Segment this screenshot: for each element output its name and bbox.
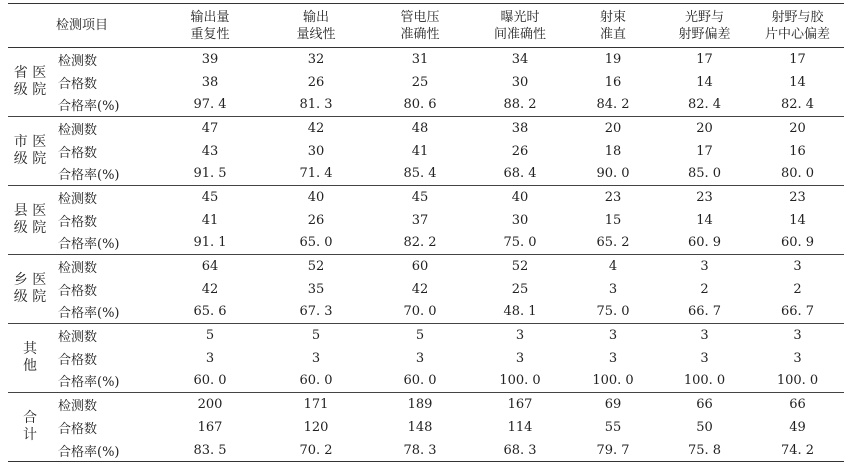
table-cell: 68. 4 bbox=[503, 166, 537, 182]
table-cell: 3 bbox=[608, 281, 618, 297]
table-cell: 14 bbox=[696, 212, 713, 228]
table-cell: 71. 4 bbox=[299, 166, 333, 182]
header-item: 检测项目 bbox=[56, 18, 109, 33]
table-cell: 3 bbox=[793, 259, 802, 275]
header-col bbox=[368, 4, 472, 48]
table-cell: 35 bbox=[307, 281, 325, 297]
table-cell: 60. 9 bbox=[780, 235, 815, 251]
table-cell: 14 bbox=[789, 212, 806, 228]
table-cell: 3 bbox=[793, 350, 802, 366]
table-cell: 85. 4 bbox=[403, 166, 437, 182]
table-cell: 66 bbox=[696, 397, 713, 413]
table-row bbox=[8, 186, 844, 209]
table-cell: 26 bbox=[307, 212, 325, 228]
table-cell: 5 bbox=[205, 328, 215, 344]
table-cell: 78. 3 bbox=[403, 442, 437, 458]
row-item-label: 合格数 bbox=[58, 76, 98, 92]
table-cell: 60. 0 bbox=[299, 373, 333, 389]
table-cell: 3 bbox=[608, 328, 618, 344]
row-item-label: 检测数 bbox=[58, 399, 98, 415]
header-col bbox=[156, 4, 264, 48]
table-cell: 16 bbox=[604, 74, 622, 90]
table-cell: 34 bbox=[511, 51, 529, 67]
header-line: 间准确性 bbox=[494, 26, 547, 42]
header-col bbox=[658, 4, 751, 48]
table-cell: 23 bbox=[696, 189, 713, 205]
group-label bbox=[8, 393, 52, 462]
table-cell: 26 bbox=[511, 143, 529, 159]
table-cell: 45 bbox=[201, 189, 219, 205]
table-cell: 48. 1 bbox=[503, 304, 537, 320]
table-row bbox=[8, 209, 844, 232]
table-cell: 66. 7 bbox=[687, 304, 722, 320]
table-cell: 38 bbox=[201, 74, 219, 90]
table-cell: 15 bbox=[604, 212, 622, 228]
table-cell: 66 bbox=[789, 397, 806, 413]
table-cell: 91. 5 bbox=[193, 166, 227, 182]
table-cell: 25 bbox=[411, 74, 429, 90]
table-cell: 55 bbox=[604, 419, 622, 435]
header-line: 准确性 bbox=[400, 26, 440, 42]
group-label-line: 级 院 bbox=[13, 220, 47, 237]
group-label bbox=[8, 186, 52, 255]
row-item-label: 检测数 bbox=[58, 122, 98, 138]
header-col bbox=[751, 4, 844, 48]
table-cell: 31 bbox=[411, 51, 429, 67]
table-cell: 48 bbox=[411, 120, 429, 136]
table-cell: 47 bbox=[201, 120, 219, 136]
table-cell: 5 bbox=[311, 328, 321, 344]
row-item-label: 合格数 bbox=[58, 214, 98, 230]
header-col bbox=[472, 4, 568, 48]
row-item-label: 合格数 bbox=[58, 421, 98, 437]
group-label bbox=[8, 324, 52, 393]
table-cell: 14 bbox=[696, 74, 713, 90]
table-cell: 171 bbox=[303, 397, 329, 413]
table-row bbox=[8, 416, 844, 439]
group-label-line: 县 医 bbox=[13, 203, 47, 220]
row-item-label: 检测数 bbox=[58, 261, 98, 277]
table-cell: 3 bbox=[700, 350, 709, 366]
row-item-label: 合格率(%) bbox=[58, 99, 120, 115]
table-cell: 2 bbox=[793, 281, 802, 297]
table-row bbox=[8, 71, 844, 94]
table-row bbox=[8, 278, 844, 301]
header-row bbox=[8, 4, 844, 48]
group-label-line: 乡 医 bbox=[13, 272, 47, 289]
table-cell: 91. 1 bbox=[193, 235, 227, 251]
table-cell: 40 bbox=[307, 189, 325, 205]
table-row bbox=[8, 370, 844, 393]
header-line: 重复性 bbox=[190, 26, 230, 42]
row-item-label: 检测数 bbox=[58, 330, 98, 346]
group-label bbox=[8, 117, 52, 186]
table-cell: 120 bbox=[303, 419, 329, 435]
group-label-line: 他 bbox=[23, 358, 37, 375]
table-cell: 79. 7 bbox=[596, 442, 630, 458]
table-cell: 82. 4 bbox=[687, 97, 722, 113]
table-cell: 3 bbox=[793, 328, 802, 344]
table-cell: 70. 0 bbox=[403, 304, 437, 320]
table-row bbox=[8, 117, 844, 140]
table-cell: 148 bbox=[407, 419, 433, 435]
row-item-label: 检测数 bbox=[58, 191, 98, 207]
table-row bbox=[8, 255, 844, 278]
table-cell: 74. 2 bbox=[780, 442, 815, 458]
table-cell: 25 bbox=[511, 281, 529, 297]
table-cell: 81. 3 bbox=[299, 97, 333, 113]
table-cell: 100. 0 bbox=[683, 373, 726, 389]
table-cell: 60. 9 bbox=[687, 235, 722, 251]
table-cell: 19 bbox=[604, 51, 622, 67]
table-cell: 39 bbox=[201, 51, 219, 67]
table-cell: 26 bbox=[307, 74, 325, 90]
header-line: 射束 bbox=[600, 9, 627, 25]
table-cell: 60. 0 bbox=[193, 373, 227, 389]
table-cell: 20 bbox=[789, 120, 806, 136]
table-cell: 82. 2 bbox=[403, 235, 437, 251]
table-row bbox=[8, 162, 844, 185]
table-cell: 65. 2 bbox=[596, 235, 630, 251]
table-cell: 42 bbox=[201, 281, 219, 297]
table-cell: 189 bbox=[407, 397, 433, 413]
table-cell: 50 bbox=[696, 419, 713, 435]
table-row bbox=[8, 324, 844, 347]
table-cell: 3 bbox=[205, 350, 215, 366]
header-col bbox=[568, 4, 658, 48]
table-cell: 23 bbox=[789, 189, 806, 205]
table-cell: 80. 0 bbox=[780, 166, 815, 182]
table-row bbox=[8, 347, 844, 370]
table-cell: 3 bbox=[515, 328, 525, 344]
row-item-label: 合格率(%) bbox=[58, 237, 120, 253]
group-label-line: 省 医 bbox=[13, 65, 47, 82]
header-line: 输出量 bbox=[190, 9, 230, 25]
table-cell: 16 bbox=[789, 143, 806, 159]
table-cell: 43 bbox=[201, 143, 219, 159]
group-label bbox=[8, 255, 52, 324]
table-cell: 67. 3 bbox=[299, 304, 333, 320]
row-item-label: 合格数 bbox=[58, 145, 98, 161]
table-cell: 82. 4 bbox=[780, 97, 815, 113]
table-cell: 42 bbox=[411, 281, 429, 297]
table-cell: 66. 7 bbox=[780, 304, 815, 320]
table-cell: 18 bbox=[604, 143, 622, 159]
table-cell: 60 bbox=[411, 259, 429, 275]
row-item-label: 合格数 bbox=[58, 283, 98, 299]
table-cell: 41 bbox=[201, 212, 219, 228]
group-label-line: 合 bbox=[23, 410, 37, 427]
row-item-label: 合格率(%) bbox=[58, 168, 120, 184]
table-cell: 100. 0 bbox=[592, 373, 634, 389]
table-cell: 32 bbox=[307, 51, 325, 67]
table-cell: 4 bbox=[608, 259, 618, 275]
table-cell: 17 bbox=[696, 143, 713, 159]
table-cell: 40 bbox=[511, 189, 529, 205]
table-cell: 200 bbox=[197, 397, 223, 413]
table-cell: 20 bbox=[604, 120, 622, 136]
table-cell: 17 bbox=[789, 51, 806, 67]
inspection-table bbox=[8, 3, 844, 462]
group-label-line: 其 bbox=[23, 341, 37, 358]
table-cell: 75. 0 bbox=[503, 235, 537, 251]
table-cell: 3 bbox=[700, 328, 709, 344]
table-cell: 3 bbox=[415, 350, 425, 366]
table-cell: 45 bbox=[411, 189, 429, 205]
group-label-line: 计 bbox=[23, 427, 37, 444]
table-cell: 88. 2 bbox=[503, 97, 537, 113]
table-row bbox=[8, 232, 844, 255]
table-cell: 68. 3 bbox=[503, 442, 537, 458]
header-line: 量线性 bbox=[296, 26, 336, 42]
table-row bbox=[8, 93, 844, 116]
table-cell: 75. 0 bbox=[596, 304, 630, 320]
table-cell: 60. 0 bbox=[403, 373, 437, 389]
table-cell: 41 bbox=[411, 143, 429, 159]
header-line: 射野与胶 bbox=[771, 9, 824, 25]
group-label-line: 级 院 bbox=[13, 151, 47, 168]
table-cell: 30 bbox=[511, 74, 529, 90]
table-cell: 38 bbox=[511, 120, 529, 136]
table-cell: 75. 8 bbox=[687, 442, 722, 458]
group-label bbox=[8, 48, 52, 117]
table-cell: 2 bbox=[700, 281, 709, 297]
table-cell: 80. 6 bbox=[403, 97, 437, 113]
table-cell: 52 bbox=[307, 259, 325, 275]
header-col bbox=[264, 4, 368, 48]
table-cell: 3 bbox=[311, 350, 321, 366]
table-cell: 3 bbox=[700, 259, 709, 275]
row-item-label: 检测数 bbox=[58, 53, 98, 69]
table-cell: 69 bbox=[604, 397, 622, 413]
group-label-line: 级 院 bbox=[13, 82, 47, 99]
table-row bbox=[8, 439, 844, 462]
header-line: 管电压 bbox=[400, 9, 440, 25]
table-cell: 23 bbox=[604, 189, 622, 205]
table-cell: 167 bbox=[197, 419, 223, 435]
table-body bbox=[8, 48, 844, 462]
row-item-label: 合格率(%) bbox=[58, 306, 120, 322]
row-item-label: 合格数 bbox=[58, 352, 98, 368]
table-row bbox=[8, 140, 844, 163]
table-cell: 3 bbox=[515, 350, 525, 366]
table-cell: 97. 4 bbox=[193, 97, 227, 113]
header-line: 曝光时 bbox=[500, 9, 540, 25]
group-label-line: 级 院 bbox=[13, 289, 47, 306]
table-cell: 14 bbox=[789, 74, 806, 90]
table-cell: 37 bbox=[411, 212, 429, 228]
table-cell: 20 bbox=[696, 120, 713, 136]
group-label-line: 市 医 bbox=[13, 134, 47, 151]
header-line: 准直 bbox=[600, 26, 627, 42]
header-line: 片中心偏差 bbox=[765, 26, 831, 42]
table-cell: 49 bbox=[789, 419, 806, 435]
table-cell: 5 bbox=[415, 328, 425, 344]
table-cell: 65. 0 bbox=[299, 235, 333, 251]
row-item-label: 合格率(%) bbox=[58, 444, 120, 460]
table-cell: 17 bbox=[696, 51, 713, 67]
table-cell: 52 bbox=[511, 259, 529, 275]
header-line: 射野偏差 bbox=[678, 26, 731, 42]
table-cell: 114 bbox=[507, 419, 533, 435]
header-line: 光野与 bbox=[685, 9, 725, 25]
table-cell: 83. 5 bbox=[193, 442, 227, 458]
table-cell: 85. 0 bbox=[687, 166, 722, 182]
table-cell: 30 bbox=[307, 143, 325, 159]
header-line: 输出 bbox=[303, 9, 330, 25]
table-cell: 100. 0 bbox=[499, 373, 541, 389]
table-cell: 84. 2 bbox=[596, 97, 630, 113]
table-row bbox=[8, 48, 844, 71]
table-cell: 42 bbox=[307, 120, 325, 136]
table-cell: 167 bbox=[507, 397, 533, 413]
table-cell: 65. 6 bbox=[193, 304, 227, 320]
table-cell: 100. 0 bbox=[776, 373, 819, 389]
table-cell: 64 bbox=[201, 259, 219, 275]
table-cell: 70. 2 bbox=[299, 442, 333, 458]
table-cell: 30 bbox=[511, 212, 529, 228]
table-cell: 90. 0 bbox=[596, 166, 630, 182]
table-cell: 3 bbox=[608, 350, 618, 366]
table-row bbox=[8, 393, 844, 416]
row-item-label: 合格率(%) bbox=[58, 375, 120, 391]
table-row bbox=[8, 301, 844, 324]
